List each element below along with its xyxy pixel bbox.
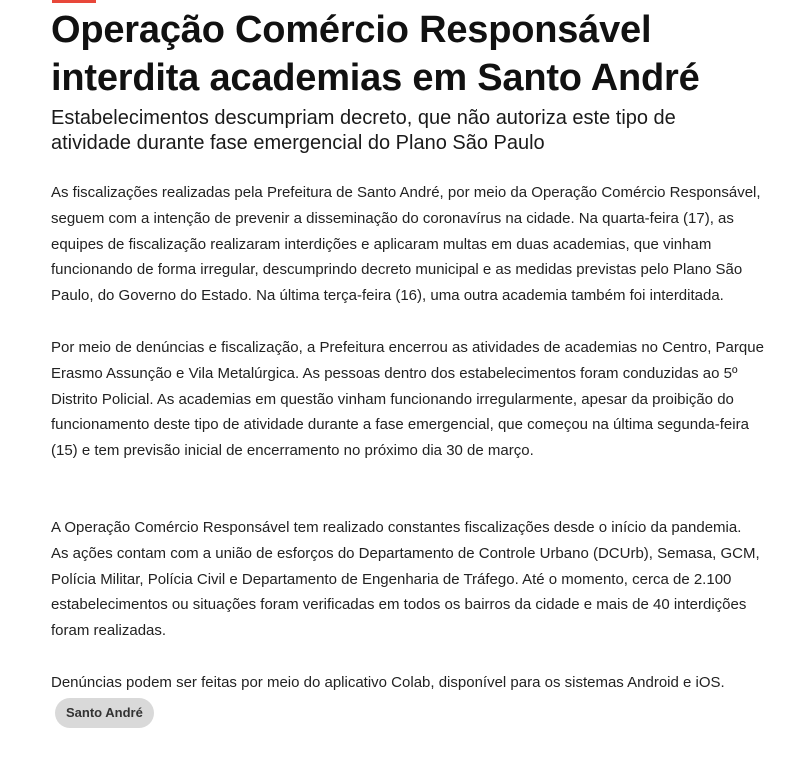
tag-santo-andre[interactable]: Santo André — [55, 698, 154, 728]
news-article — [51, 6, 781, 728]
article-paragraph-1: As fiscalizações realizadas pela Prefeitura de Santo André, por meio da Operação Comércio Responsável, seguem com a intenção de prevenir a disseminação do coronavírus na cidade. Na quarta-feira (17), as equipes de fiscalização realizaram interdições e aplicaram multas em duas academias, que vinham funcionando de forma irregular, descumprindo decreto municipal e as medidas previstas pelo Plano São Paulo, do Governo do Estado. Na última terça-feira (16), uma outra academia também foi interditada. — [51, 184, 761, 305]
category-strip — [52, 0, 96, 3]
article-body — [51, 180, 781, 696]
article-paragraph-3: A Operação Comércio Responsável tem realizado constantes fiscalizações desde o início da pandemia. As ações contam com a união de esforços do Departamento de Controle Urbano (DCUrb), Semasa, GCM, Polícia Militar, Polícia Civil e Departamento de Engenharia de Tráfego. Até o momento, cerca de 2.100 estabelecimentos ou situações foram verificadas em todos os bairros da cidade e mais de 40 interdições foram realizadas. — [51, 518, 760, 640]
article-paragraph-2: Por meio de denúncias e fiscalização, a Prefeitura encerrou as atividades de academias no Centro, Parque Erasmo Assunção e Vila Metalúrgica. As pessoas dentro dos estabelecimentos foram conduzidas ao 5º Distrito Policial. As academias em questão vinham funcionando irregularmente, apesar da proibição do funcionamento deste tipo de atividade durante a fase emergencial, que começou na última segunda-feira (15) e tem previsão inicial de encerramento no próximo dia 30 de março. — [51, 338, 764, 460]
article-subtitle: Estabelecimentos descumpriam decreto, que não autoriza este tipo de atividade durante fase emergencial do Plano São Paulo — [51, 107, 676, 154]
article-paragraph-4: Denúncias podem ser feitas por meio do aplicativo Colab, disponível para os sistemas Android e iOS. — [51, 673, 725, 691]
article-headline: Operação Comércio Responsável interdita academias em Santo André — [51, 9, 700, 99]
